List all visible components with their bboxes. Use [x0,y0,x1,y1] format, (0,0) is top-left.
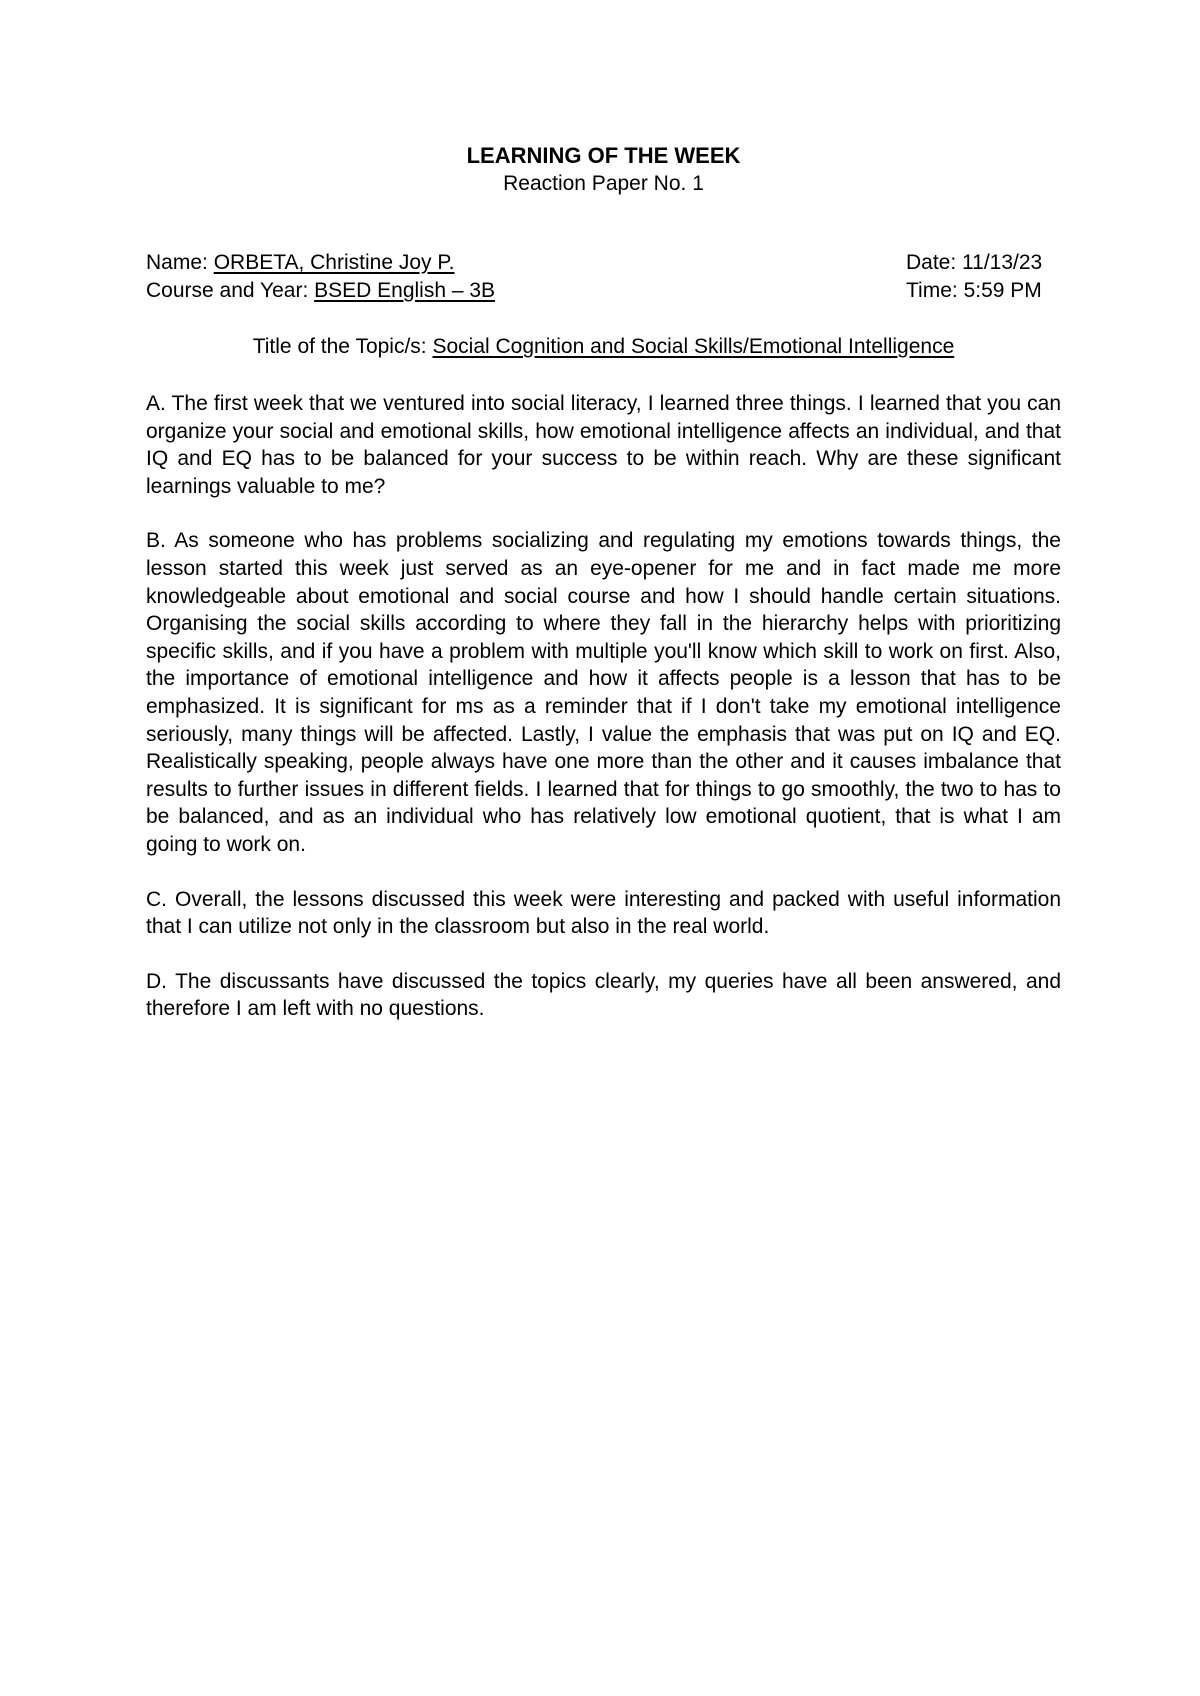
time-label: Time: [906,279,964,302]
course-value: BSED English – 3B [314,279,496,302]
topic-label: Title of the Topic/s: [252,335,433,358]
time-field [906,277,1061,305]
name-date-row [146,249,1061,277]
paragraph-c: C. Overall, the lessons discussed this week were interesting and packed with useful information that I can utilize not only in the classroom but also in the real world. [146,887,1061,939]
name-label: Name: [146,251,214,274]
course-label: Course and Year: [146,279,315,302]
date-field [906,249,1061,277]
document-content [146,142,1061,1050]
topic-value: Social Cognition and Social Skills/Emotional Intelligence [432,335,955,358]
name-field [146,249,455,277]
time-value: 5:59 PM [963,279,1042,302]
document-subtitle: Reaction Paper No. 1 [503,172,704,195]
name-value: ORBETA, Christine Joy P. [213,251,455,274]
document-title: LEARNING OF THE WEEK [466,143,741,168]
date-value: 11/13/23 [962,251,1043,274]
topic-line [146,333,1061,361]
course-time-row [146,277,1061,305]
paragraph-a: A. The first week that we ventured into social literacy, I learned three things. I learned that you can organize your social and emotional skills, how emotional intelligence affects an individual, and that IQ and EQ has to be balanced for your success to be within reach. Why are these significant learnings valuable to me? [146,392,1061,498]
paragraph-b: B. As someone who has problems socializing and regulating my emotions towards things, the lesson started this week just served as an eye-opener for me and in fact made me more knowledgeable about emotional and social course and how I should handle certain situations. Organising the social skills according to where they fall in the hierarchy helps with prioritizing specific skills, and if you have a problem with multiple you'll know which skill to work on first. Also, the importance of emotional intelligence and how it affects people is a lesson that has to be emphasized. It is significant for ms as a reminder that if I don't take my emotional intelligence seriously, many things will be affected. Lastly, I value the emphasis that was put on IQ and EQ. Realistically speaking, people always have one more than the other and it causes imbalance that results to further issues in different fields. I learned that for things to go smoothly, the two to has to be balanced, and as an individual who has relatively low emotional quotient, that is what I am going to work on. [146,529,1061,856]
paragraph-d: D. The discussants have discussed the topics clearly, my queries have all been answered, and therefore I am left with no questions. [146,969,1061,1021]
date-label: Date: [906,251,963,274]
course-field [146,277,495,305]
